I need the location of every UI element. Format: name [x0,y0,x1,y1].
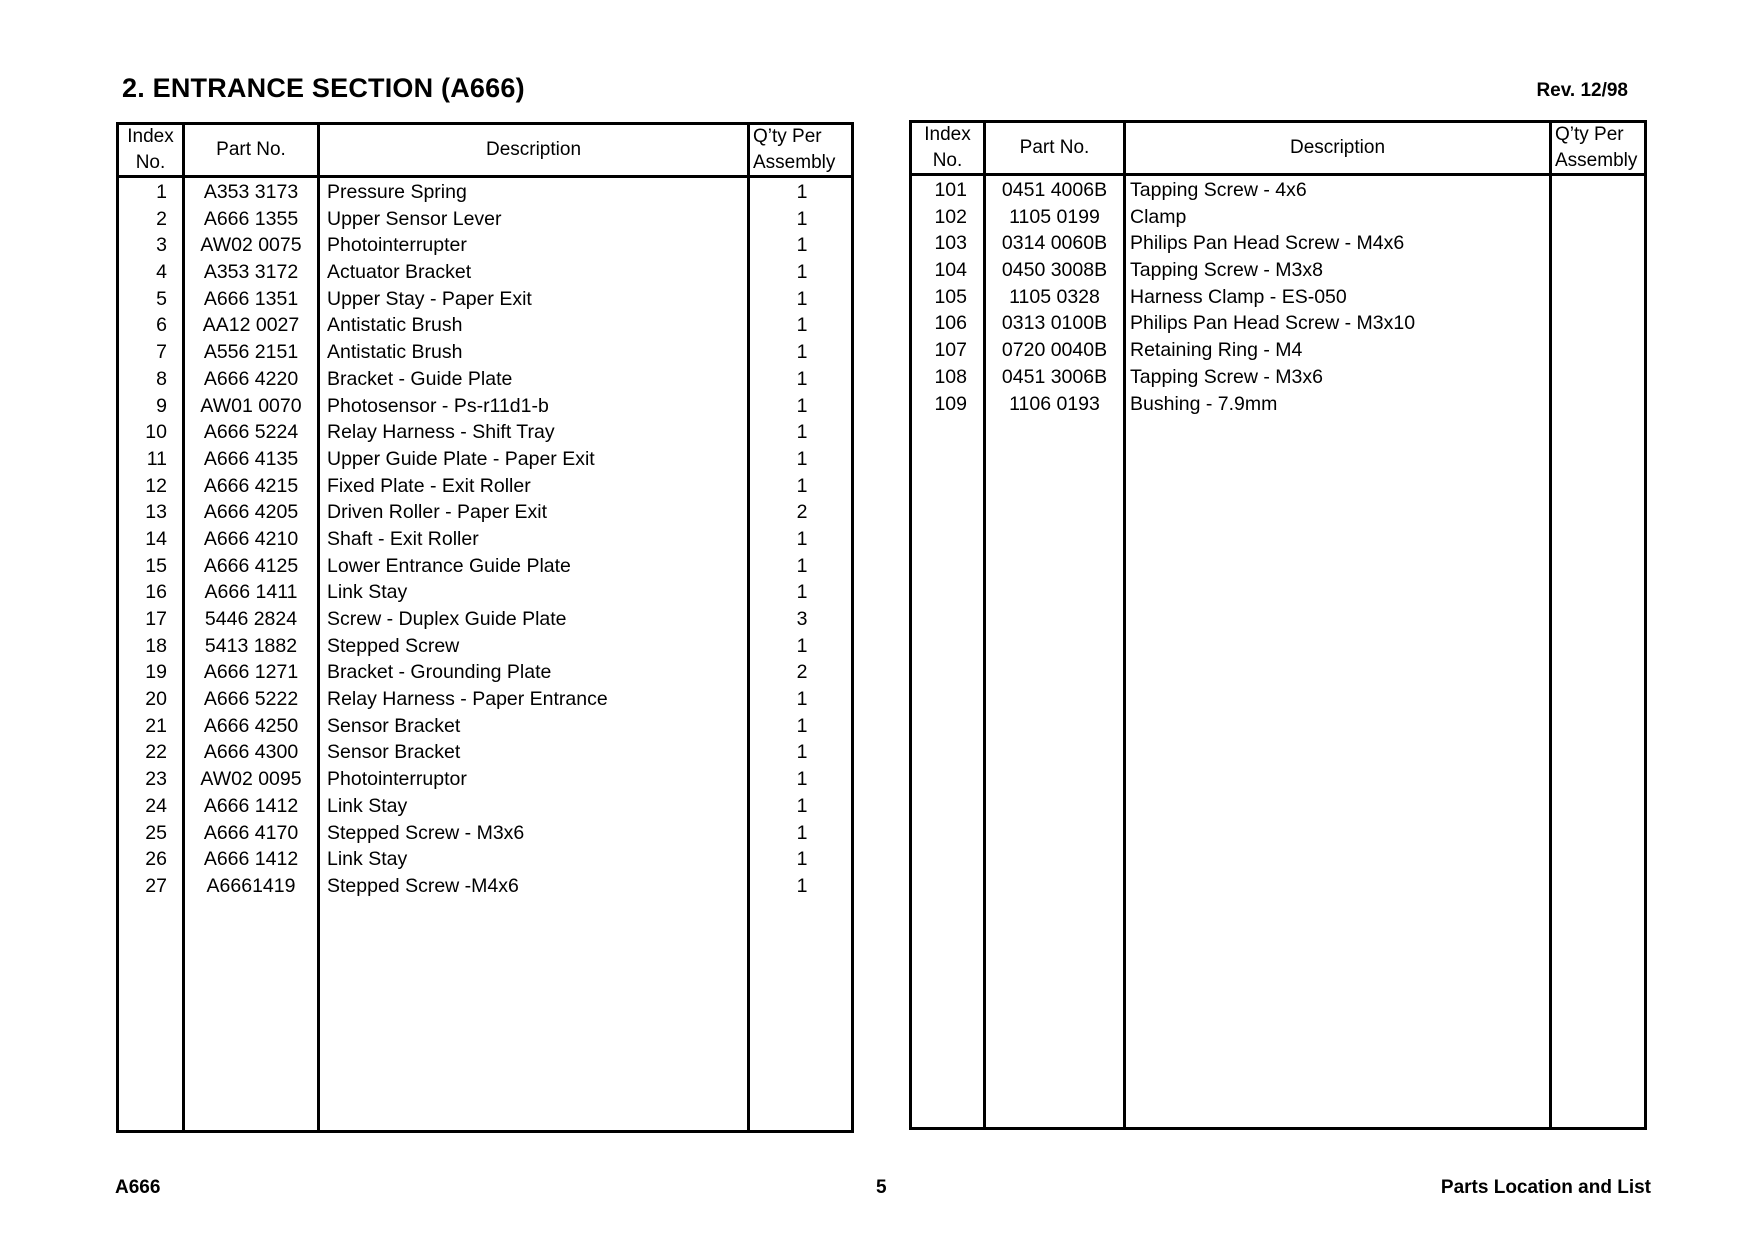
part-number-cell: A666 4250 [203,714,299,737]
header-index-line2: No. [135,152,166,173]
description-cell: Shaft - Exit Roller [327,527,479,550]
footer-page-number: 5 [876,1177,887,1198]
table-row [119,632,851,659]
table-row [119,445,851,472]
part-number-cell: A666 4170 [203,821,299,844]
index-cell: 26 [145,848,167,871]
part-number-cell: A666 1412 [203,794,299,817]
footer-model: A666 [115,1177,161,1198]
quantity-cell: 1 [796,181,808,203]
quantity-cell: 1 [796,287,808,310]
quantity-cell: 1 [796,768,808,791]
table-row [119,258,851,285]
quantity-cell: 1 [796,821,808,844]
table-row [119,685,851,712]
index-cell: 4 [156,261,167,284]
index-cell: 104 [934,259,967,282]
part-number-cell: AW01 0070 [200,394,302,417]
quantity-cell: 1 [796,634,808,657]
part-number-cell: A666 1351 [203,287,299,310]
header-qty [1552,123,1650,173]
table-row [119,231,851,258]
description-cell: Relay Harness - Paper Entrance [327,688,608,711]
table-row [119,738,851,765]
part-number-cell: A666 4135 [203,447,299,470]
header-index-line2: No. [932,150,963,171]
description-cell: Sensor Bracket [327,741,461,764]
part-number-cell: AA12 0027 [202,314,300,337]
right-parts-table [909,120,1647,1130]
description-cell: Pressure Spring [327,181,467,203]
description-cell: Harness Clamp - ES-050 [1130,285,1347,308]
table-row [119,418,851,445]
part-number-cell: A666 5222 [203,688,299,711]
quantity-cell: 1 [796,314,808,337]
part-number-cell: A666 4205 [203,501,299,524]
part-number-cell: A353 3173 [203,181,299,203]
description-cell: Photointerruptor [327,768,467,791]
quantity-cell: 1 [796,554,808,577]
part-number-cell: 1105 0328 [1009,285,1100,308]
index-cell: 2 [156,207,167,230]
index-cell: 3 [156,234,167,257]
table-row [912,390,1644,417]
quantity-cell: 1 [796,447,808,470]
table-row [119,552,851,579]
table-row [912,309,1644,336]
index-cell: 14 [145,527,167,550]
table-row [912,229,1644,256]
quantity-cell: 1 [796,581,808,604]
description-cell: Driven Roller - Paper Exit [327,501,547,524]
quantity-cell: 1 [796,794,808,817]
quantity-cell: 1 [796,714,808,737]
description-cell: Fixed Plate - Exit Roller [327,474,531,497]
index-cell: 9 [156,394,167,417]
description-cell: Photosensor - Ps-r11d1-b [327,394,549,417]
index-cell: 23 [145,768,167,791]
table-row [119,205,851,232]
table-row [119,712,851,739]
left-parts-table [116,122,854,1133]
description-cell: Actuator Bracket [327,261,472,284]
table-row [119,605,851,632]
index-cell: 109 [934,392,967,415]
part-number-cell: 0450 3008B [1001,259,1108,282]
header-index-line1: Index [127,126,174,147]
table-row [119,338,851,365]
part-number-cell: A666 1271 [203,661,299,684]
index-cell: 8 [156,367,167,390]
quantity-cell: 1 [796,527,808,550]
table-row [119,819,851,846]
table-row [119,658,851,685]
header-description: Description [1289,137,1386,158]
quantity-cell: 1 [796,234,808,257]
table-row [119,365,851,392]
description-cell: Tapping Screw - M3x8 [1130,259,1323,282]
quantity-cell: 3 [796,608,808,630]
description-cell: Lower Entrance Guide Plate [327,554,571,577]
index-cell: 21 [145,714,167,737]
part-number-cell: A666 4300 [203,741,299,764]
table-row [119,845,851,872]
table-row [119,285,851,312]
header-qty-line1: Q’ty Per [753,126,822,147]
table-row [912,336,1644,363]
index-cell: 101 [934,179,967,201]
index-cell: 15 [145,554,167,577]
quantity-cell: 1 [796,688,808,711]
quantity-cell: 1 [796,421,808,444]
table-row [912,256,1644,283]
table-row [119,472,851,499]
table-row [119,792,851,819]
index-cell: 6 [156,314,167,337]
header-qty-line2: Assembly [1555,150,1638,171]
table-row [912,363,1644,390]
description-cell: Relay Harness - Shift Tray [327,421,555,444]
header-description: Description [485,139,582,160]
index-cell: 11 [146,447,167,470]
description-cell: Bracket - Grounding Plate [327,661,552,684]
part-number-cell: 1105 0199 [1009,205,1100,228]
description-cell: Clamp [1130,205,1187,228]
quantity-cell: 1 [796,874,808,897]
quantity-cell: 2 [796,501,808,524]
footer-section-name: Parts Location and List [1440,1177,1651,1198]
part-number-cell: A666 4125 [203,554,299,577]
table-row [912,203,1644,230]
table-row [119,392,851,419]
index-cell: 17 [145,608,167,630]
part-number-cell: A666 4220 [203,367,299,390]
quantity-cell: 2 [796,661,808,684]
table-row [912,283,1644,310]
description-cell: Philips Pan Head Screw - M3x10 [1130,312,1416,335]
part-number-cell: A6661419 [206,874,296,897]
index-cell: 19 [145,661,167,684]
index-cell: 24 [145,794,167,817]
description-cell: Retaining Ring - M4 [1130,339,1303,362]
table-row [119,178,851,205]
part-number-cell: A666 1412 [203,848,299,871]
index-cell: 105 [934,285,967,308]
table-row [119,311,851,338]
part-number-cell: A666 1355 [203,207,299,230]
description-cell: Link Stay [327,848,408,871]
description-cell: Link Stay [327,581,408,604]
index-cell: 25 [145,821,167,844]
header-part-no: Part No. [216,139,286,160]
part-number-cell: 5413 1882 [204,634,298,657]
quantity-cell: 1 [796,848,808,871]
quantity-cell: 1 [796,394,808,417]
part-number-cell: A353 3172 [203,261,299,284]
description-cell: Upper Sensor Lever [327,207,502,230]
description-cell: Photointerrupter [327,234,467,257]
header-qty-line2: Assembly [753,152,836,173]
description-cell: Stepped Screw [327,634,460,657]
table-row [119,525,851,552]
part-number-cell: 0451 3006B [1001,365,1108,388]
header-index [119,125,182,175]
quantity-cell: 1 [796,341,808,364]
table-row [912,176,1644,203]
table-row [119,872,851,899]
right-table-body [912,176,1644,416]
description-cell: Upper Stay - Paper Exit [327,287,532,310]
index-cell: 16 [145,581,167,604]
part-number-cell: 0313 0100B [1001,312,1108,335]
part-number-cell: AW02 0075 [200,234,302,257]
part-number-cell: 5446 2824 [204,608,298,630]
index-cell: 102 [934,205,967,228]
quantity-cell: 1 [796,367,808,390]
description-cell: Screw - Duplex Guide Plate [327,608,567,630]
index-cell: 22 [145,741,167,764]
description-cell: Tapping Screw - M3x6 [1130,365,1323,388]
index-cell: 10 [145,421,167,444]
part-number-cell: AW02 0095 [200,768,302,791]
description-cell: Antistatic Brush [327,314,463,337]
part-number-cell: A666 1411 [204,581,298,604]
table-row [119,578,851,605]
index-cell: 12 [145,474,167,497]
quantity-cell: 1 [796,207,808,230]
description-cell: Sensor Bracket [327,714,461,737]
part-number-cell: A666 5224 [203,421,299,444]
description-cell: Upper Guide Plate - Paper Exit [327,447,595,470]
part-number-cell: A556 2151 [203,341,299,364]
description-cell: Link Stay [327,794,408,817]
part-number-cell: 0451 4006B [1001,179,1108,201]
description-cell: Stepped Screw - M3x6 [327,821,525,844]
header-part-no: Part No. [1019,137,1090,158]
description-cell: Antistatic Brush [327,341,463,364]
index-cell: 107 [934,339,967,362]
table-row [119,498,851,525]
part-number-cell: A666 4210 [203,527,299,550]
quantity-cell: 1 [796,261,808,284]
description-cell: Stepped Screw -M4x6 [327,874,519,897]
page-title: 2. ENTRANCE SECTION (A666) [122,73,525,103]
index-cell: 20 [145,688,167,711]
index-cell: 7 [156,341,167,364]
part-number-cell: 0720 0040B [1001,339,1108,362]
header-qty-line1: Q’ty Per [1555,124,1624,145]
description-cell: Philips Pan Head Screw - M4x6 [1130,232,1405,255]
header-qty [750,125,857,175]
index-cell: 103 [934,232,967,255]
part-number-cell: A666 4215 [203,474,299,497]
index-cell: 18 [145,634,167,657]
part-number-cell: 0314 0060B [1001,232,1108,255]
index-cell: 13 [145,501,167,524]
index-cell: 5 [156,287,167,310]
index-cell: 106 [934,312,967,335]
table-row [119,765,851,792]
index-cell: 27 [145,874,167,897]
index-cell: 108 [934,365,967,388]
description-cell: Bushing - 7.9mm [1130,392,1278,415]
quantity-cell: 1 [796,474,808,497]
quantity-cell: 1 [796,741,808,764]
index-cell: 1 [156,181,167,203]
header-index [912,123,983,173]
description-cell: Tapping Screw - 4x6 [1130,179,1307,201]
revision-label: Rev. 12/98 [1536,80,1628,101]
left-table-body [119,178,851,899]
description-cell: Bracket - Guide Plate [327,367,513,390]
part-number-cell: 1106 0193 [1009,392,1100,415]
header-index-line1: Index [924,124,971,145]
